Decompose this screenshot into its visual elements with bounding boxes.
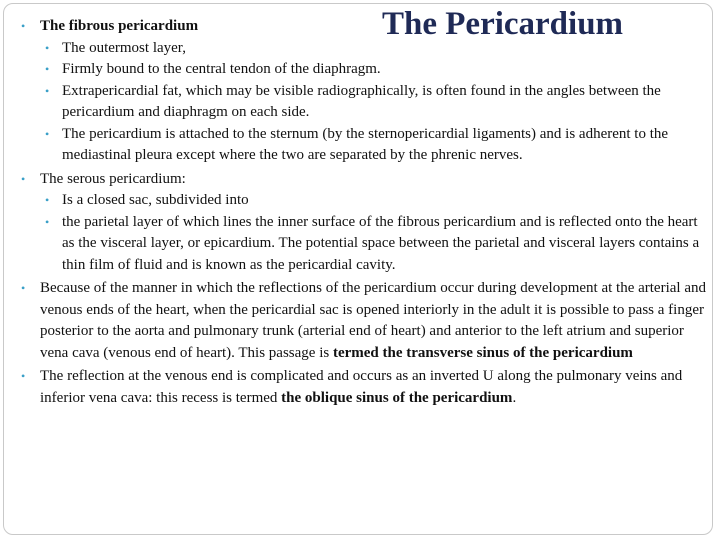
fibrous-sublist [40, 38, 706, 167]
fibrous-subitem: • Extrapericardial fat, which may be visible radiographically, is often found in the angles between the pericardium and diaphragm on each side. [40, 81, 706, 124]
fibrous-pericardium-item [18, 16, 706, 167]
serous-pericardium-item [18, 169, 706, 277]
slide-content [18, 14, 706, 409]
fibrous-subitem: • The outermost layer, [40, 38, 706, 60]
oblique-sinus-emphasis: the oblique sinus of the pericardium [281, 389, 513, 406]
transverse-sinus-item [18, 278, 706, 364]
fibrous-subitem: • The pericardium is attached to the sternum (by the sternopericardial ligaments) and is adherent to the mediastinal pleura except where the two are separated by the phrenic nerves. [40, 124, 706, 167]
fibrous-subitem: • Firmly bound to the central tendon of the diaphragm. [40, 59, 706, 81]
serous-sublist [40, 190, 706, 276]
serous-subitem: • the parietal layer of which lines the inner surface of the fibrous pericardium and is reflected onto the heart as the visceral layer, or epicardium. The potential space between the parietal and visceral layers contains a thin film of fluid and is known as the pericardial cavity. [40, 212, 706, 277]
oblique-sinus-text: The reflection at the venous end is complicated and occurs as an inverted U along the pulmonary veins and inferior vena cava: this recess is termed [40, 368, 683, 406]
serous-pericardium-heading: The serous pericardium: [40, 170, 186, 187]
fibrous-pericardium-heading: The fibrous pericardium [40, 18, 199, 34]
serous-subitem: • Is a closed sac, subdivided into [40, 190, 706, 212]
transverse-sinus-emphasis: termed the transverse sinus of the pericardium [332, 344, 633, 361]
oblique-sinus-end: . [512, 389, 517, 406]
oblique-sinus-item [18, 366, 706, 409]
slide-title: The Pericardium [382, 6, 624, 42]
main-bullet-list [18, 16, 706, 409]
transverse-sinus-text: Because of the manner in which the reflections of the pericardium occur during development at the arterial and venous ends of the heart, when the pericardial sac is opened interiorly in the adult it is possible to pass a finger posterior to the aorta and pulmonary trunk (arterial end of heart) and anterior to the left atrium and superior vena cava (venous end of heart). This passage is [40, 280, 706, 361]
